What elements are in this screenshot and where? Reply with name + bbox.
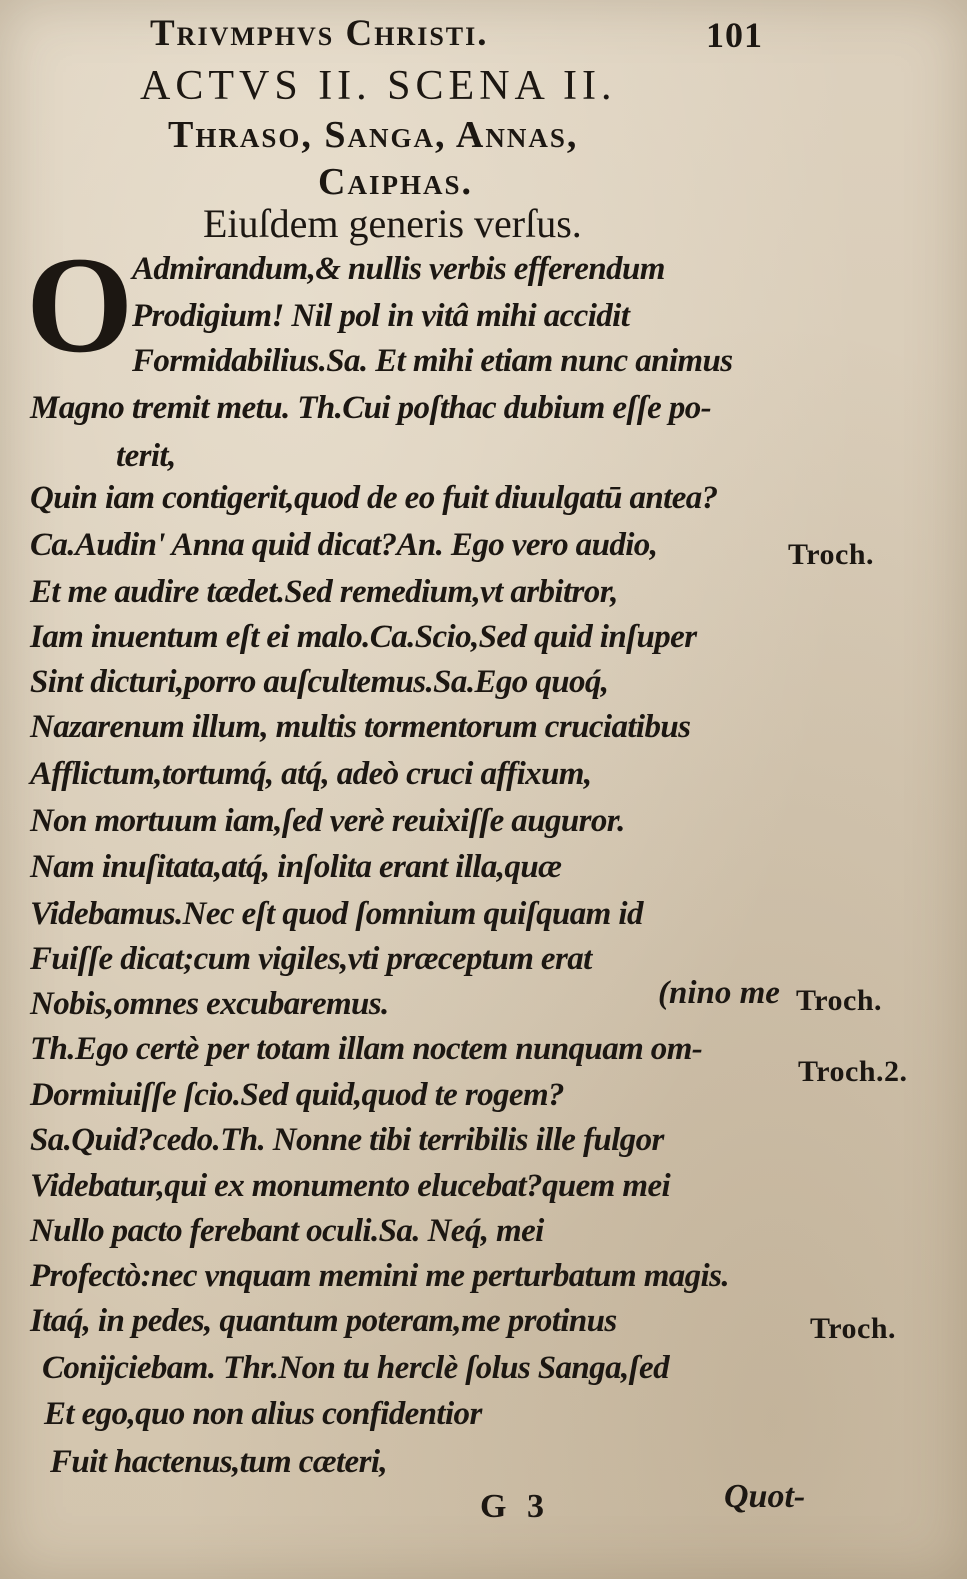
dramatis-personae-line-1: Thraso, Sanga, Annas,	[168, 114, 579, 156]
verse-line: Conijciebam. Thr.Non tu herclè ſolus Sanga,ſed	[42, 1350, 669, 1386]
verse-line: Th.Ego certè per totam illam noctem nunquam om-	[30, 1031, 703, 1067]
verse-line: terit,	[116, 438, 176, 474]
verse-line: Formidabilius.Sa. Et mihi etiam nunc animus	[132, 343, 733, 379]
drop-cap: O	[26, 228, 134, 381]
verse-line: Nazarenum illum, multis tormentorum cruciatibus	[30, 709, 691, 745]
dramatis-personae-line-2: Caiphas.	[318, 161, 473, 203]
verse-line: Fuiſſe dicat;cum vigiles,vti præceptum erat	[30, 941, 592, 977]
verse-line: Prodigium! Nil pol in vitâ mihi accidit	[132, 298, 630, 334]
verse-line: Admirandum,& nullis verbis efferendum	[132, 251, 665, 287]
meter-note: Eiuſdem generis verſus.	[203, 201, 582, 246]
margin-note: Troch.	[810, 1312, 897, 1345]
page-number: 101	[706, 15, 763, 55]
act-scene-heading: ACTVS II. SCENA II.	[140, 63, 617, 109]
margin-note: Troch.	[788, 538, 875, 571]
verse-line: Et me audire tædet.Sed remedium,vt arbitror,	[30, 574, 618, 610]
margin-note: Troch.2.	[798, 1055, 908, 1088]
margin-note: Troch.	[796, 984, 883, 1017]
signature-mark: G 3	[480, 1488, 550, 1525]
verse-line: Ca.Audin' Anna quid dicat?An. Ego vero audio,	[30, 527, 658, 563]
verse-line: Quin iam contigerit,quod de eo fuit diuulgatū antea?	[30, 480, 718, 516]
verse-line: Magno tremit metu. Th.Cui poſthac dubium eſſe po-	[30, 390, 712, 426]
turnover-line: (nino me	[658, 975, 780, 1011]
verse-line: Iam inuentum eſt ei malo.Ca.Scio,Sed quid inſuper	[30, 619, 697, 655]
verse-line: Et ego,quo non alius confidentior	[44, 1396, 482, 1432]
verse-line: Nam inuſitata,atq́, inſolita erant illa,quæ	[30, 849, 562, 885]
verse-line: Nullo pacto ferebant oculi.Sa. Neq́, mei	[30, 1213, 544, 1249]
verse-line: Sa.Quid?cedo.Th. Nonne tibi terribilis ille fulgor	[30, 1122, 664, 1158]
verse-line: Sint dicturi,porro auſcultemus.Sa.Ego quoq́,	[30, 664, 609, 700]
verse-line: Profectò:nec vnquam memini me perturbatum magis.	[30, 1258, 730, 1294]
verse-line: Fuit hactenus,tum cæteri,	[50, 1444, 388, 1480]
catchword: Quot-	[724, 1478, 806, 1515]
verse-line: Afflictum,tortumq́, atq́, adeò cruci affixum,	[30, 756, 592, 792]
verse-line: Videbamus.Nec eſt quod ſomnium quiſquam id	[30, 896, 643, 932]
running-title: Trivmphvs Christi.	[150, 13, 489, 54]
verse-line: Dormiuiſſe ſcio.Sed quid,quod te rogem?	[30, 1077, 564, 1113]
verse-line: Non mortuum iam,ſed verè reuixiſſe auguror.	[30, 803, 625, 839]
verse-line: Videbatur,qui ex monumento elucebat?quem mei	[30, 1168, 671, 1204]
verse-line: Itaq́, in pedes, quantum poteram,me protinus	[30, 1303, 617, 1339]
verse-line: Nobis,omnes excubaremus.	[30, 986, 389, 1022]
